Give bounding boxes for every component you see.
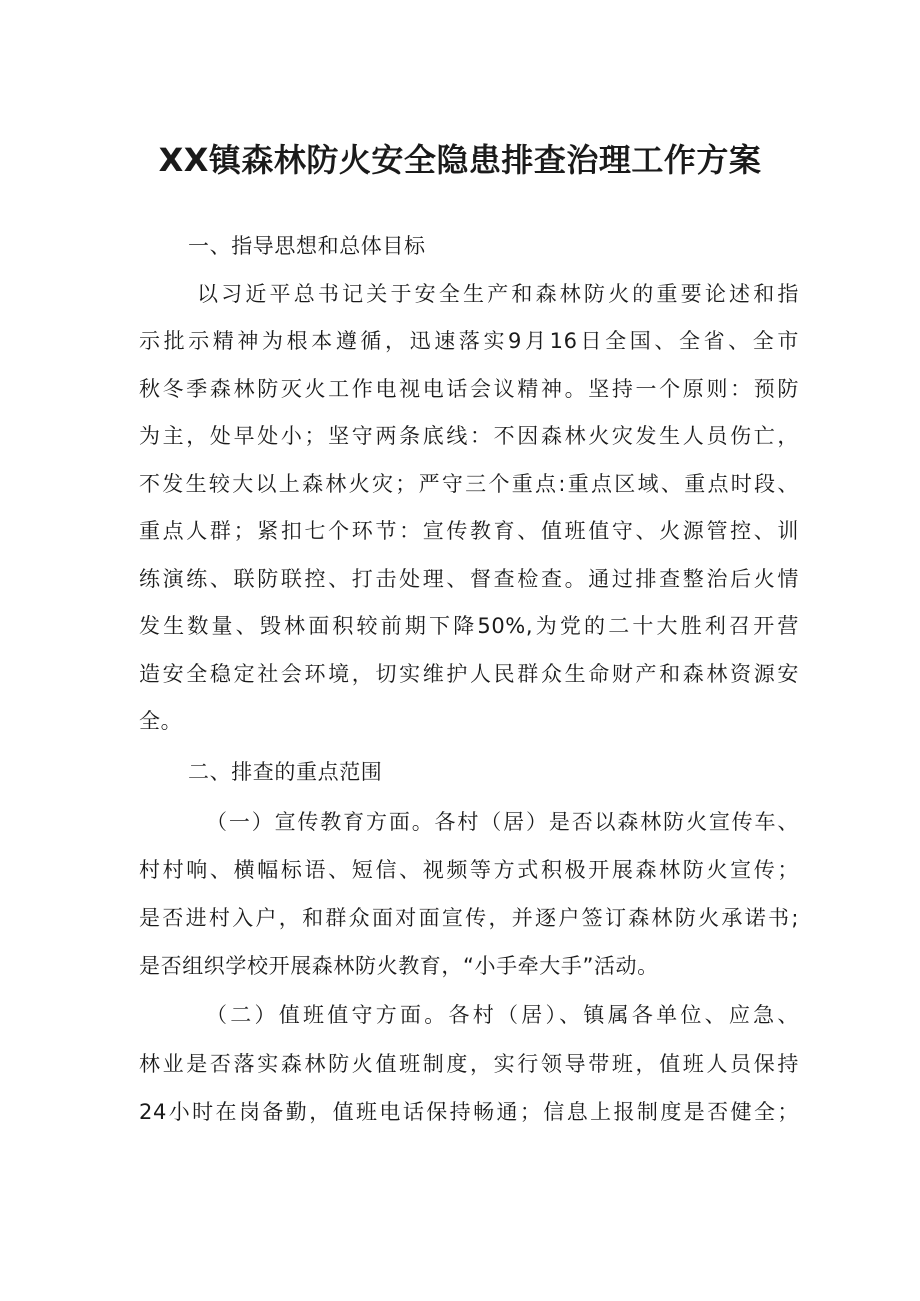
document-title: XX镇森林防火安全隐患排查治理工作方案 bbox=[158, 141, 762, 179]
paragraph-line: 是否进村入户，和群众面对面宣传，并逐户签订森林防火承诺书; bbox=[139, 906, 799, 930]
paragraph-line: 为主，处早处小；坚守两条底线：不因森林火灾发生人员伤亡， bbox=[139, 424, 799, 448]
paragraph-line: 全。 bbox=[139, 709, 183, 733]
paragraph-line: （二）值班值守方面。各村（居）、镇属各单位、应急、 bbox=[206, 1003, 799, 1027]
paragraph-line: 林业是否落实森林防火值班制度，实行领导带班，值班人员保持 bbox=[139, 1052, 799, 1076]
section-heading-2: 二、排查的重点范围 bbox=[188, 760, 383, 784]
section-heading-1: 一、指导思想和总体目标 bbox=[188, 234, 426, 258]
paragraph-line: 造安全稳定社会环境，切实维护人民群众生命财产和森林资源安 bbox=[139, 662, 799, 686]
paragraph-line: 重点人群；紧扣七个环节：宣传教育、值班值守、火源管控、训 bbox=[139, 519, 799, 543]
paragraph-line: 秋冬季森林防灭火工作电视电话会议精神。坚持一个原则：预防 bbox=[139, 377, 799, 401]
paragraph-line: 以习近平总书记关于安全生产和森林防火的重要论述和指 bbox=[197, 282, 799, 306]
paragraph-line: 村村响、横幅标语、短信、视频等方式积极开展森林防火宣传； bbox=[139, 858, 799, 882]
paragraph-line: 示批示精神为根本遵循，迅速落实9月16日全国、全省、全市 bbox=[139, 329, 799, 353]
paragraph-line: 24小时在岗备勤，值班电话保持畅通；信息上报制度是否健全； bbox=[139, 1100, 799, 1124]
paragraph-line: 不发生较大以上森林火灾；严守三个重点:重点区域、重点时段、 bbox=[139, 472, 799, 496]
paragraph-line: 是否组织学校开展森林防火教育，“小手牵大手”活动。 bbox=[139, 954, 659, 978]
paragraph-line: 练演练、联防联控、打击处理、督查检查。通过排查整治后火情 bbox=[139, 567, 799, 591]
paragraph-line: 发生数量、毁林面积较前期下降50%,为党的二十大胜利召开营 bbox=[139, 614, 799, 638]
paragraph-line: （一）宣传教育方面。各村（居）是否以森林防火宣传车、 bbox=[206, 810, 799, 834]
